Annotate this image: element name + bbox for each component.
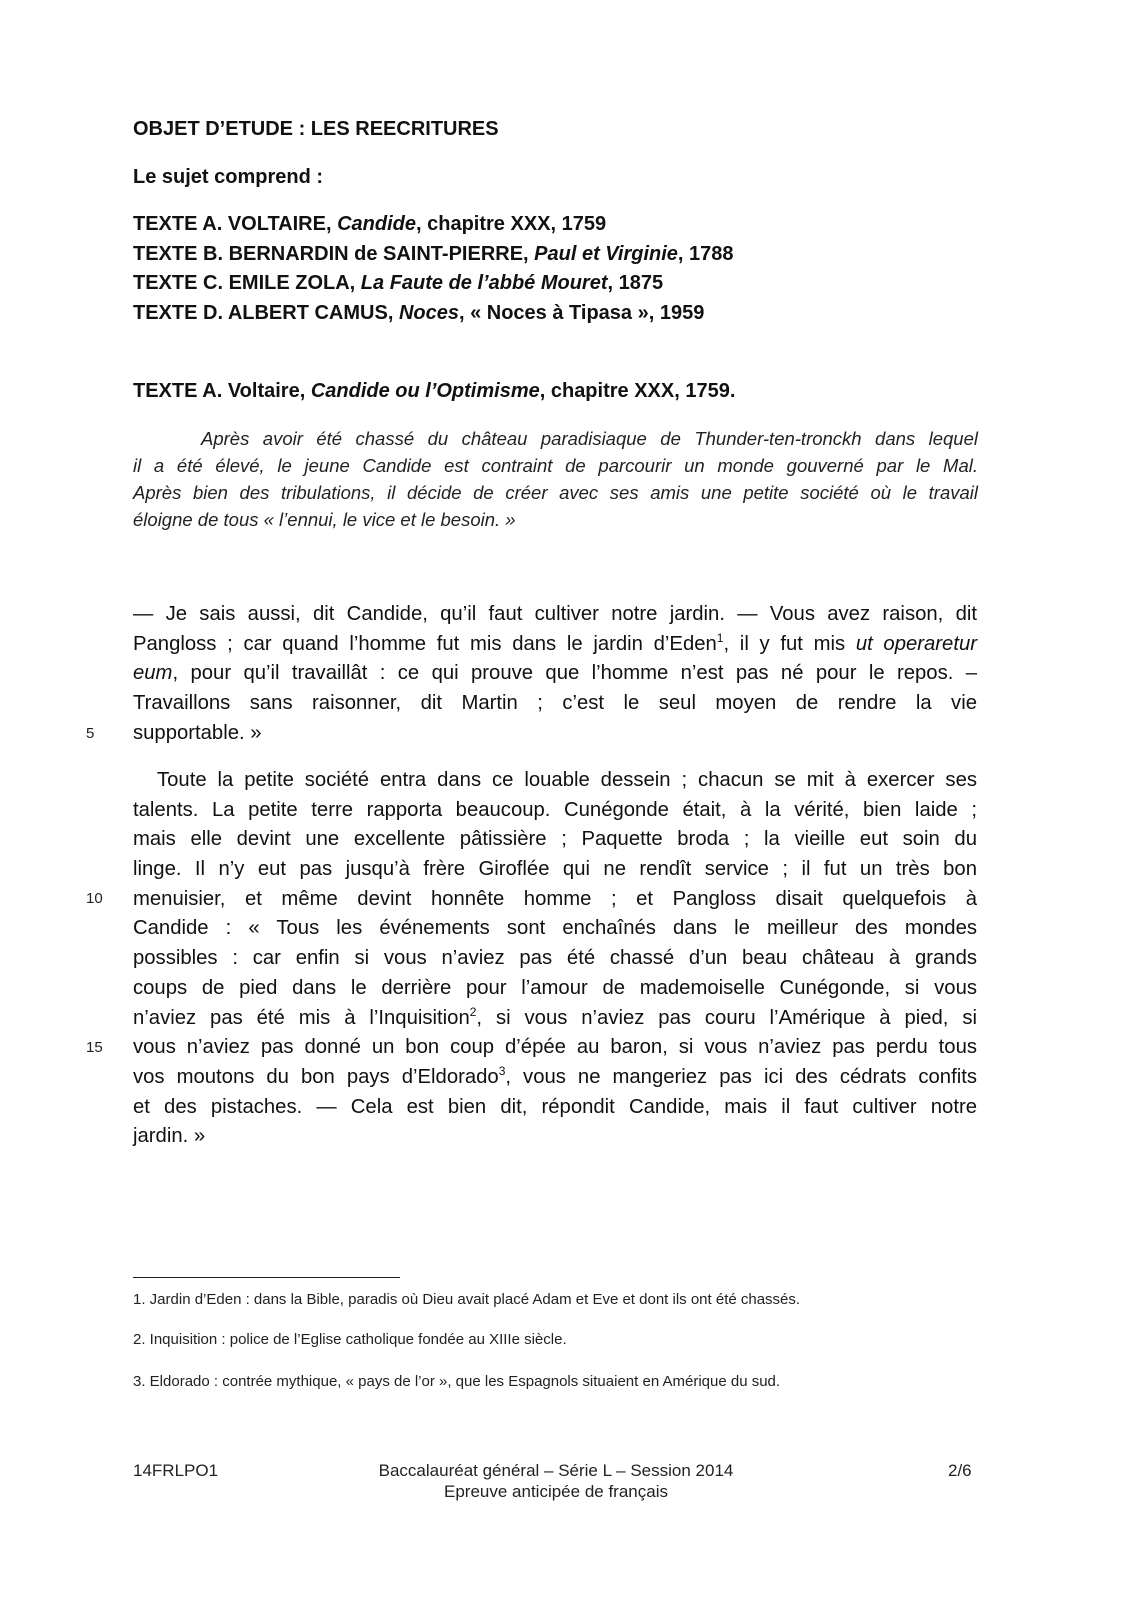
italic-text: eum [133,662,173,685]
text-line [133,1063,977,1093]
text-segment: , chapitre XXX, 1759. [539,380,736,402]
text-line [133,825,977,855]
italic-text: Noces [398,302,459,324]
text-segment: Pangloss ; car quand l’homme fut mis dans le jardin d’Eden [133,632,717,655]
text-segment: possibles : car enfin si vous n’aviez pas été chassé d’un beau château à grands [133,947,977,970]
text-segment: TEXTE A. Voltaire, [133,380,311,402]
text-line [133,855,977,885]
text-segment: TEXTE D. ALBERT CAMUS, [133,302,399,324]
text-line [133,1122,977,1152]
text-segment: , 1875 [607,272,664,294]
text-segment: et des pistaches. — Cela est bien dit, répondit Candide, mais il faut cultiver notre [133,1095,977,1118]
footnote-reference: 3 [498,1064,506,1079]
italic-text: Paul et Virginie [534,243,678,265]
text-segment: menuisier, et même devint honnête homme ; et Pangloss disait quelquefois à [133,887,977,910]
text-segment: , chapitre XXX, 1759 [416,213,607,235]
text-list-item [133,243,734,266]
intro-line: il a été élevé, le jeune Candide est contraint de parcourir un monde gouverné par le Mal. [133,455,978,476]
footnote-reference: 1 [716,630,724,645]
paragraph-2 [133,766,977,1152]
footnote-reference: 2 [469,1004,477,1019]
text-line [133,914,977,944]
intro-line: Après avoir été chassé du château paradisiaque de Thunder-ten-tronckh dans lequel [201,428,978,449]
exam-title: Baccalauréat général – Série L – Session 2014 [378,1461,734,1480]
text-line [133,659,977,689]
text-line [133,944,977,974]
exam-code: 14FRLPO1 [133,1461,219,1480]
intro-line: Après bien des tribulations, il décide de créer avec ses amis une petite société où le travail [133,482,978,503]
footnote: 1. Jardin d’Eden : dans la Bible, paradis où Dieu avait placé Adam et Eve et dont ils ont été chassés. [133,1291,801,1308]
text-line [133,885,977,915]
text-list-item [133,302,704,325]
text-segment: linge. Il n’y eut pas jusqu’à frère Giroflée qui ne rendît service ; il fut un très bon [133,858,977,881]
text-segment: , « Noces à Tipasa », 1959 [458,302,705,324]
text-segment: , vous ne mangeriez pas ici des cédrats confits [505,1065,978,1088]
text-segment: TEXTE A. VOLTAIRE, [133,213,338,235]
text-segment: n’aviez pas été mis à l’Inquisition [133,1006,470,1029]
text-segment: Toute la petite société entra dans ce louable dessein ; chacun se mit à exercer ses [157,769,977,791]
text-segment: supportable. » [133,721,262,744]
text-line [133,600,977,630]
text-line [133,630,977,660]
line-number: 5 [86,725,95,742]
text-line [133,1033,977,1063]
text-a-title [133,380,735,403]
text-segment: — Je sais aussi, dit Candide, qu’il faut cultiver notre jardin. — Vous avez raison, dit [133,603,977,625]
text-segment: vous n’aviez pas donné un bon coup d’épée au baron, si vous n’aviez pas perdu tous [133,1036,977,1059]
subject-heading: Le sujet comprend : [133,166,324,188]
text-segment: Travaillons sans raisonner, dit Martin ; c’est le seul moyen de rendre la vie [133,692,977,715]
text-segment: mais elle devint une excellente pâtissière ; Paquette broda ; la vieille eut soin du [133,828,977,851]
text-line [133,766,977,796]
text-segment: , pour qu’il travaillât : ce qui prouve que l’homme n’est pas né pour le repos. – [172,662,977,685]
paragraph-1 [133,600,977,748]
text-line [133,1004,977,1034]
footnote-divider [133,1277,400,1278]
page-number: 2/6 [948,1461,972,1480]
text-list-item [133,213,606,236]
text-list-item [133,272,663,295]
footnote: 3. Eldorado : contrée mythique, « pays de l’or », que les Espagnols situaient en Amérique du sud. [133,1373,781,1390]
text-segment: vos moutons du bon pays d’Eldorado [133,1065,499,1088]
exam-subtitle: Epreuve anticipée de français [444,1482,668,1501]
text-segment: , 1788 [677,243,734,265]
object-heading: OBJET D’ETUDE : LES REECRITURES [133,118,499,140]
italic-text: La Faute de l’abbé Mouret [360,272,608,294]
text-segment: jardin. » [133,1125,206,1148]
line-number: 10 [86,890,103,907]
footnote: 2. Inquisition : police de l’Eglise catholique fondée au XIIIe siècle. [133,1331,567,1348]
text-line [133,1093,977,1123]
line-number: 15 [86,1039,103,1056]
text-segment: coups de pied dans le derrière pour l’amour de mademoiselle Cunégonde, si vous [133,976,977,999]
italic-text: Candide ou l’Optimisme [310,380,540,402]
text-a-introduction [133,425,978,533]
text-segment: Candide : « Tous les événements sont enchaînés dans le meilleur des mondes [133,917,977,940]
text-line [133,974,977,1004]
text-segment: TEXTE C. EMILE ZOLA, [133,272,361,294]
text-segment: TEXTE B. BERNARDIN de SAINT-PIERRE, [133,243,535,265]
text-line [133,689,977,719]
text-line [133,796,977,826]
intro-line: éloigne de tous « l’ennui, le vice et le besoin. » [133,509,516,530]
text-segment: , il y fut mis [723,632,856,655]
text-line [133,719,977,749]
italic-text: Candide [337,213,416,235]
text-segment: talents. La petite terre rapporta beaucoup. Cunégonde était, à la vérité, bien laide ; [133,798,977,821]
text-segment: , si vous n’aviez pas couru l’Amérique à pied, si [476,1006,977,1029]
italic-text: ut operaretur [855,632,977,655]
